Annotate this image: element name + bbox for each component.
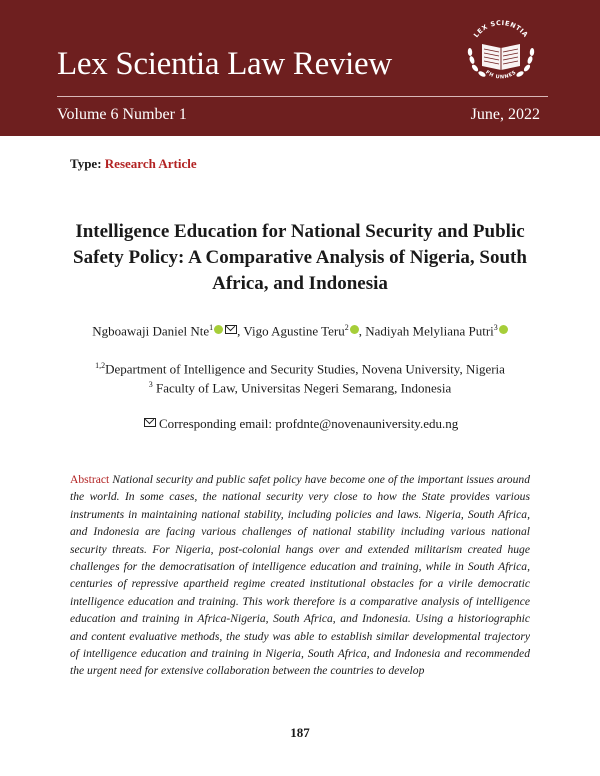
affiliation-text: Department of Intelligence and Security Studies, Novena University, Nigeria <box>105 361 505 377</box>
author-name: Ngboawaji Daniel Nte <box>92 323 210 339</box>
svg-text:LEX SCIENTIA <box>472 19 530 39</box>
author-superscript: 3 <box>493 323 498 332</box>
open-book-icon <box>482 44 520 70</box>
email-envelope-icon <box>144 418 156 427</box>
logo-bottom-text: FH UNNES <box>484 69 518 81</box>
banner-divider <box>57 96 548 97</box>
affiliation-line <box>60 361 540 377</box>
abstract-label: Abstract <box>70 473 110 486</box>
article-type-value: Research Article <box>104 156 197 171</box>
affiliation-text: Faculty of Law, Universitas Negeri Semarang, Indonesia <box>156 380 452 396</box>
abstract <box>70 471 530 680</box>
issue-date: June, 2022 <box>470 106 540 123</box>
logo-arc-text: LEX SCIENTIA <box>472 18 530 40</box>
paper-title: Intelligence Education for National Security and Public Safety Policy: A Comparative Analysis of Nigeria, South Africa, and Indonesia <box>73 221 527 294</box>
email-envelope-icon[interactable] <box>225 325 237 334</box>
abstract-text: National security and public safet policy have become one of the important issues around the world. In some cases, the national security very close to how the State provides various instruments in maintaining national stability, including policies and laws. Nigeria, South Africa, and Indonesia are facing various challenges of national stability including various national security threats. For Nigeria, post-colonial hangs over and extended militarism created huge challenges for the democratisation of intelligence education and training, while in South Africa, centuries of repressive apartheid regime created institutional obstacles for a virile democratic intelligence education and training. This work therefore is a comparative analysis of intelligence education and training in Africa-Nigeria, South Africa, and Indonesia. Using a historiographic and content evaluative methods, the study was able to establish similar developmental trajectory of intelligence education and training in Nigeria, South Africa, and Indonesia and recommended the urgent need for extensive collaboration between the countries to develop <box>70 473 530 678</box>
orcid-icon[interactable] <box>350 325 359 334</box>
article-type <box>70 156 197 172</box>
svg-text:FH UNNES <box>484 69 517 80</box>
journal-banner <box>0 0 600 136</box>
author-superscript: 2 <box>344 323 349 332</box>
orcid-icon[interactable] <box>499 325 508 334</box>
page-number: 187 <box>290 725 310 740</box>
author-superscript: 1 <box>209 323 214 332</box>
author-name: Nadiyah Melyliana Putri <box>365 323 494 339</box>
orcid-icon[interactable] <box>214 325 223 334</box>
affiliation-superscript: 3 <box>148 380 153 389</box>
journal-title: Lex Scientia Law Review <box>57 46 392 82</box>
article-type-label: Type: <box>70 156 102 171</box>
corresponding-email <box>60 416 540 432</box>
author-name: Vigo Agustine Teru <box>243 323 345 339</box>
journal-logo <box>458 14 544 90</box>
volume-number: Volume 6 Number 1 <box>57 106 187 123</box>
affiliation-line <box>60 380 540 396</box>
affiliation-superscript: 1,2 <box>95 361 106 370</box>
corresponding-email-text[interactable]: Corresponding email: profdnte@novenauniversity.edu.ng <box>159 416 459 431</box>
author-list: Ngboawaji Daniel Nte$^1$ , Vigo Agustine Teru$^2$ , Nadiyah Melyliana Putri$^3$ <box>60 323 540 339</box>
